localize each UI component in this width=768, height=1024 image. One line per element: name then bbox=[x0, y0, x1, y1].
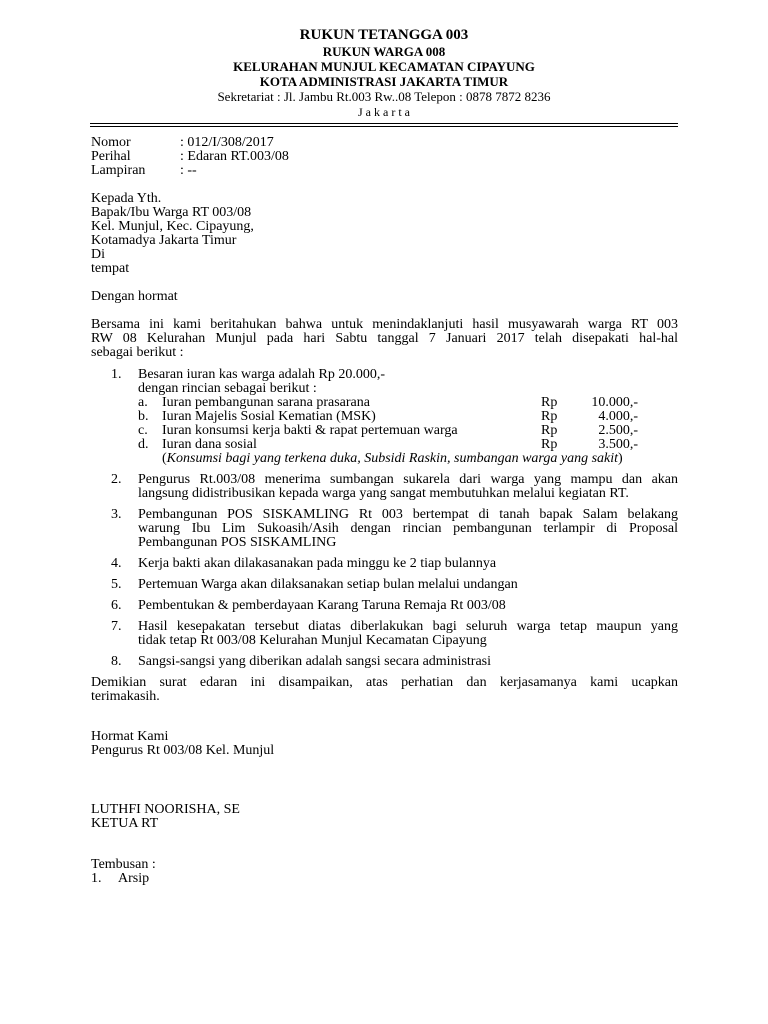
amount-value: 10.000,- bbox=[591, 395, 638, 410]
sub-item-letter: b. bbox=[138, 409, 149, 424]
item-text: Pertemuan Warga akan dilaksanakan setiap bulan melalui undangan bbox=[138, 577, 518, 592]
signer-name: LUTHFI NOORISHA, SE bbox=[91, 802, 240, 817]
recipient-line: tempat bbox=[91, 261, 130, 276]
letterhead-address: Sekretariat : Jl. Jambu Rt.003 Rw..08 Telepon : 0878 7872 8236 bbox=[217, 89, 551, 104]
item-number: 8. bbox=[111, 654, 122, 669]
nomor-label: Nomor bbox=[91, 135, 131, 150]
item-number: 6. bbox=[111, 598, 122, 613]
signer-title: KETUA RT bbox=[91, 816, 159, 831]
recipient-line: Kepada Yth. bbox=[91, 191, 162, 206]
amount-value: 2.500,- bbox=[598, 423, 638, 438]
intro-line: RW 08 Kelurahan Munjul pada hari Sabtu tanggal 7 Januari 2017 telah disepakati hal-hal bbox=[91, 331, 678, 346]
amount-value: 4.000,- bbox=[598, 409, 638, 424]
sub-item-text: Iuran dana sosial bbox=[162, 437, 257, 452]
signoff-line: Hormat Kami bbox=[91, 729, 169, 744]
lampiran-label: Lampiran bbox=[91, 163, 146, 178]
note-text: Konsumsi bagi yang terkena duka, Subsidi Raskin, sumbangan warga yang sakit bbox=[166, 451, 619, 466]
item-text: warung Ibu Lim Sukoasih/Asih dengan rincian pembangunan terlampir di Proposal bbox=[138, 521, 678, 536]
letterhead-rule-bottom bbox=[90, 126, 678, 127]
signoff-line: Pengurus Rt 003/08 Kel. Munjul bbox=[91, 743, 275, 758]
perihal-value: : Edaran RT.003/08 bbox=[180, 149, 289, 164]
closing-line: Demikian surat edaran ini disampaikan, atas perhatian dan kerjasamanya kami ucapkan bbox=[91, 675, 678, 690]
currency-label: Rp bbox=[541, 423, 558, 438]
recipient-line: Kel. Munjul, Kec. Cipayung, bbox=[91, 219, 254, 234]
item-number: 5. bbox=[111, 577, 122, 592]
recipient-line: Di bbox=[91, 247, 105, 262]
cc-label: Tembusan : bbox=[91, 857, 156, 872]
letterhead-kelurahan: KELURAHAN MUNJUL KECAMATAN CIPAYUNG bbox=[233, 59, 535, 74]
amount-value: 3.500,- bbox=[598, 437, 638, 452]
cc-item-text: Arsip bbox=[118, 871, 150, 886]
recipient-line: Kotamadya Jakarta Timur bbox=[91, 233, 237, 248]
intro-line: Bersama ini kami beritahukan bahwa untuk menindaklanjuti hasil musyawarah warga RT 003 bbox=[91, 317, 678, 332]
nomor-value: : 012/I/308/2017 bbox=[180, 135, 274, 150]
sub-item-text: Iuran Majelis Sosial Kematian (MSK) bbox=[162, 409, 376, 424]
note-close-paren: ) bbox=[618, 451, 623, 466]
item-number: 4. bbox=[111, 556, 122, 571]
cc-item-number: 1. bbox=[91, 871, 102, 886]
sub-item-note bbox=[162, 451, 623, 466]
item-text: Sangsi-sangsi yang diberikan adalah sangsi secara administrasi bbox=[138, 654, 492, 669]
lampiran-value: : -- bbox=[180, 163, 197, 178]
item-number: 7. bbox=[111, 619, 122, 634]
item-text: Pembangunan POS SISKAMLING bbox=[138, 535, 337, 550]
item-text: Pembangunan POS SISKAMLING Rt 003 bertempat di tanah bapak Salam belakang bbox=[138, 507, 678, 522]
item-text: langsung didistribusikan kepada warga yang sangat membutuhkan melalui kegiatan RT. bbox=[138, 486, 629, 501]
recipient-line: Bapak/Ibu Warga RT 003/08 bbox=[91, 205, 252, 220]
sub-item-letter: d. bbox=[138, 437, 149, 452]
item-number: 1. bbox=[111, 367, 122, 382]
item-text: Kerja bakti akan dilakasanakan pada minggu ke 2 tiap bulannya bbox=[138, 556, 497, 571]
perihal-label: Perihal bbox=[91, 149, 131, 164]
letterhead-kota: KOTA ADMINISTRASI JAKARTA TIMUR bbox=[259, 74, 509, 89]
item-text: Pembentukan & pemberdayaan Karang Taruna Remaja Rt 003/08 bbox=[138, 598, 506, 613]
intro-line: sebagai berikut : bbox=[91, 345, 184, 360]
currency-label: Rp bbox=[541, 437, 558, 452]
sub-item-text: Iuran konsumsi kerja bakti & rapat pertemuan warga bbox=[162, 423, 458, 438]
sub-item-text: Iuran pembangunan sarana prasarana bbox=[162, 395, 370, 410]
letterhead-rw: RUKUN WARGA 008 bbox=[322, 44, 446, 59]
letterhead-rule-top bbox=[90, 123, 678, 124]
note-open-paren: ( bbox=[162, 451, 167, 466]
item-text: dengan rincian sebagai berikut : bbox=[138, 381, 317, 396]
item-text: Pengurus Rt.003/08 menerima sumbangan sukarela dari warga yang mampu dan akan bbox=[138, 472, 678, 487]
closing-line: terimakasih. bbox=[91, 689, 160, 704]
sub-item-letter: c. bbox=[138, 423, 148, 438]
item-text: tidak tetap Rt 003/08 Kelurahan Munjul Kecamatan Cipayung bbox=[138, 633, 487, 648]
letterhead-city: J a k a r t a bbox=[358, 105, 410, 119]
greeting: Dengan hormat bbox=[91, 289, 178, 304]
item-text: Hasil kesepakatan tersebut diatas diberlakukan bagi seluruh warga tetap maupun yang bbox=[138, 619, 678, 634]
letterhead-title: RUKUN TETANGGA 003 bbox=[299, 27, 469, 43]
currency-label: Rp bbox=[541, 409, 558, 424]
item-text: Besaran iuran kas warga adalah Rp 20.000,- bbox=[138, 367, 385, 382]
sub-item-letter: a. bbox=[138, 395, 148, 410]
currency-label: Rp bbox=[541, 395, 558, 410]
item-number: 2. bbox=[111, 472, 122, 487]
item-number: 3. bbox=[111, 507, 122, 522]
